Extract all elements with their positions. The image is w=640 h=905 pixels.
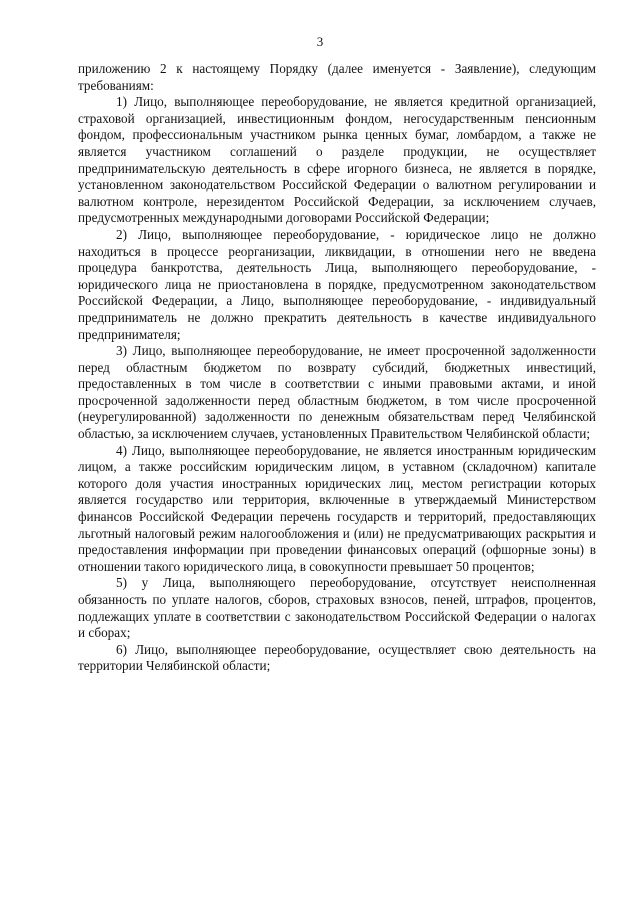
paragraph-item-1: 1) Лицо, выполняющее переоборудование, не является кредитной организацией, страховой организацией, инвестиционным фондом, негосударственным пенсионным фондом, профессиональным участником рынка ценных бумаг, ломбардом, а также не является участником соглашений о разделе продукции, не осуществляет предпринимательскую деятельность в сфере игорного бизнеса, не является в порядке, установленном законодательством Российской Федерации о валютном регулировании и валютном контроле, нерезидентом Российской Федерации, за исключением случаев, предусмотренных международными договорами Российской Федерации; [78, 94, 596, 226]
paragraph-item-2: 2) Лицо, выполняющее переоборудование, - юридическое лицо не должно находиться в процессе реорганизации, ликвидации, в отношении него не введена процедура банкротства, деятельность Лица, выполняющего переоборудование, - юридического лица не приостановлена в порядке, предусмотренном законодательством Российской Федерации, а Лицо, выполняющее переоборудование, - индивидуальный предприниматель не должно прекратить деятельность в качестве индивидуального предпринимателя; [78, 226, 596, 342]
document-body [78, 61, 596, 675]
page-number: 3 [316, 34, 324, 49]
paragraph-item-6: 6) Лицо, выполняющее переоборудование, осуществляет свою деятельность на территории Челябинской области; [78, 641, 596, 674]
paragraph-item-4: 4) Лицо, выполняющее переоборудование, не является иностранным юридическим лицом, а также российским юридическим лицом, в уставном (складочном) капитале которого доля участия иностранных юридических лиц, местом регистрации которых является государство или территория, включенные в утверждаемый Министерством финансов Российской Федерации перечень государств и территорий, предоставляющих льготный налоговый режим налогообложения и (или) не предусматривающих раскрытия и предоставления информации при проведении финансовых операций (офшорные зоны) в отношении такого юридического лица, в совокупности превышает 50 процентов; [78, 442, 596, 574]
paragraph-item-3: 3) Лицо, выполняющее переоборудование, не имеет просроченной задолженности перед областным бюджетом по возврату субсидий, бюджетных инвестиций, предоставленных в том числе в соответствии с иными правовыми актами, и иной просроченной задолженности перед областным бюджетом, в том числе просроченной (неурегулированной) задолженности по денежным обязательствам перед Челябинской областью, за исключением случаев, установленных Правительством Челябинской области; [78, 343, 596, 442]
paragraph-continuation: приложению 2 к настоящему Порядку (далее именуется - Заявление), следующим требованиям: [78, 61, 596, 93]
paragraph-item-5: 5) у Лица, выполняющего переоборудование, отсутствует неисполненная обязанность по уплате налогов, сборов, страховых взносов, пеней, штрафов, процентов, подлежащих уплате в соответствии с законодательством Российской Федерации о налогах и сборах; [78, 575, 596, 641]
